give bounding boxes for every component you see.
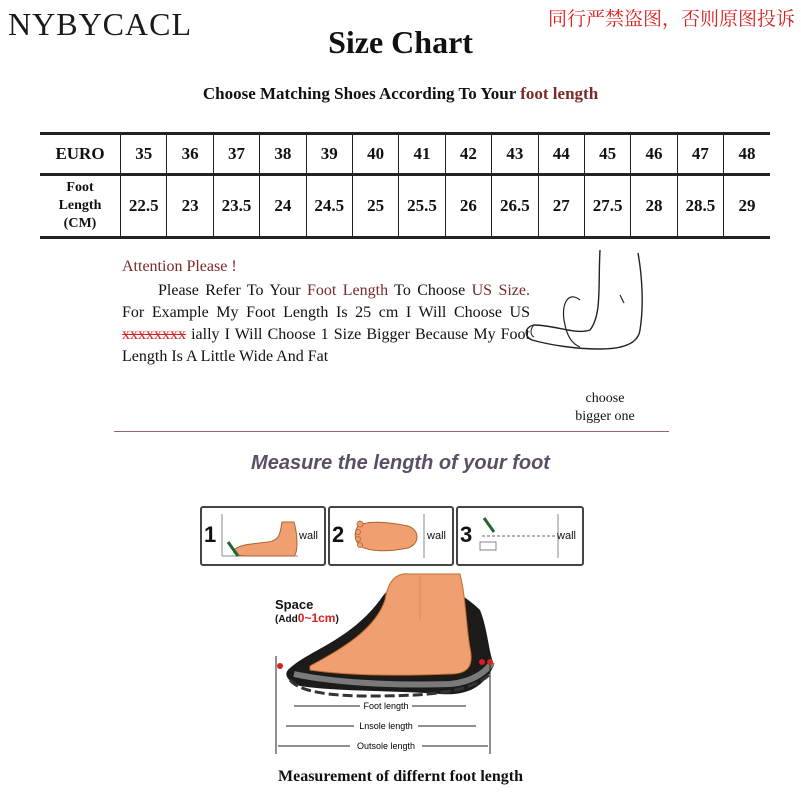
- euro-cell: 40: [352, 134, 398, 175]
- length-header: [40, 175, 121, 238]
- wall-label: wall: [427, 530, 446, 542]
- length-cell: 27: [538, 175, 584, 238]
- foot-top-icon: [348, 512, 428, 560]
- space-label: [275, 598, 339, 626]
- euro-cell: 38: [260, 134, 306, 175]
- euro-cell: 41: [399, 134, 445, 175]
- length-cell: 22.5: [121, 175, 167, 238]
- euro-cell: 36: [167, 134, 213, 175]
- para-foot-length: Foot Length: [307, 282, 389, 299]
- para-text: ially I Will Choose 1 Size Bigger Because My Foot Length Is A Little Wide And Fat: [122, 326, 530, 365]
- length-header-line: (CM): [63, 216, 97, 231]
- dimension-label: Foot length: [363, 701, 409, 711]
- foot-side-icon: [220, 512, 300, 560]
- length-cell: 24: [260, 175, 306, 238]
- euro-cell: 39: [306, 134, 352, 175]
- space-add: (Add: [275, 614, 298, 625]
- euro-cell: 35: [121, 134, 167, 175]
- euro-cell: 44: [538, 134, 584, 175]
- size-table: [40, 132, 770, 239]
- euro-cell: 45: [584, 134, 630, 175]
- euro-cell: 37: [213, 134, 259, 175]
- para-text: To Choose: [388, 282, 466, 299]
- table-row-length: [40, 175, 770, 238]
- divider: [114, 431, 669, 432]
- length-cell: 29: [724, 175, 770, 238]
- copyright-warning: 同行严禁盗图，否则原图投诉: [547, 8, 795, 30]
- euro-cell: 47: [677, 134, 723, 175]
- length-cell: 27.5: [584, 175, 630, 238]
- length-cell: 23.5: [213, 175, 259, 238]
- length-cell: 28.5: [677, 175, 723, 238]
- euro-cell: 46: [631, 134, 677, 175]
- space-title: Space: [275, 597, 314, 612]
- space-value: 0~1cm: [297, 611, 336, 625]
- step-number: 3: [460, 522, 473, 547]
- euro-cell: 43: [492, 134, 538, 175]
- measure-title: Measure the length of your foot: [251, 452, 550, 474]
- attention-paragraph: [122, 280, 530, 368]
- length-header-line: Foot: [66, 180, 94, 195]
- brand-watermark: NYBYCACL: [8, 6, 193, 42]
- choose-line: choose: [585, 391, 625, 406]
- length-cell: 24.5: [306, 175, 352, 238]
- choose-line: bigger one: [575, 409, 635, 424]
- para-text: For Example My Foot Length Is 25 cm I Will Choose US: [122, 304, 530, 321]
- para-struck-text: xxxxxxxx: [122, 326, 186, 343]
- step-number: 1: [204, 522, 217, 547]
- subtitle-prefix: Choose Matching Shoes According To Your: [202, 84, 521, 103]
- euro-header: EURO: [40, 134, 121, 175]
- length-cell: 28: [631, 175, 677, 238]
- length-cell: 26: [445, 175, 491, 238]
- attention-heading: Attention Please !: [122, 258, 237, 275]
- caption: Measurement of differnt foot length: [278, 768, 523, 785]
- euro-cell: 48: [724, 134, 770, 175]
- euro-cell: 42: [445, 134, 491, 175]
- page-title: Size Chart: [328, 24, 473, 60]
- step-panel-2: [328, 506, 454, 566]
- length-cell: 26.5: [492, 175, 538, 238]
- table-row-euro: [40, 134, 770, 175]
- step-panel-3: [456, 506, 584, 566]
- dimension-label: Outsole length: [356, 741, 416, 751]
- ruler-measure-icon: [476, 512, 562, 560]
- space-close: ): [335, 614, 339, 625]
- para-us-size: US Size.: [471, 282, 531, 299]
- length-header-line: Length: [58, 198, 102, 213]
- wall-label: wall: [557, 530, 576, 542]
- choose-bigger-note: [560, 390, 650, 426]
- wall-label: wall: [299, 530, 318, 542]
- step-panel-1: [200, 506, 326, 566]
- step-number: 2: [332, 522, 345, 547]
- foot-outline-illustration: [520, 245, 660, 395]
- dimension-label: Lnsole length: [359, 721, 413, 731]
- length-cell: 25.5: [399, 175, 445, 238]
- length-cell: 23: [167, 175, 213, 238]
- para-text: Please Refer To Your: [158, 282, 308, 299]
- subtitle: [0, 84, 801, 104]
- length-cell: 25: [352, 175, 398, 238]
- subtitle-highlight: foot length: [520, 84, 599, 103]
